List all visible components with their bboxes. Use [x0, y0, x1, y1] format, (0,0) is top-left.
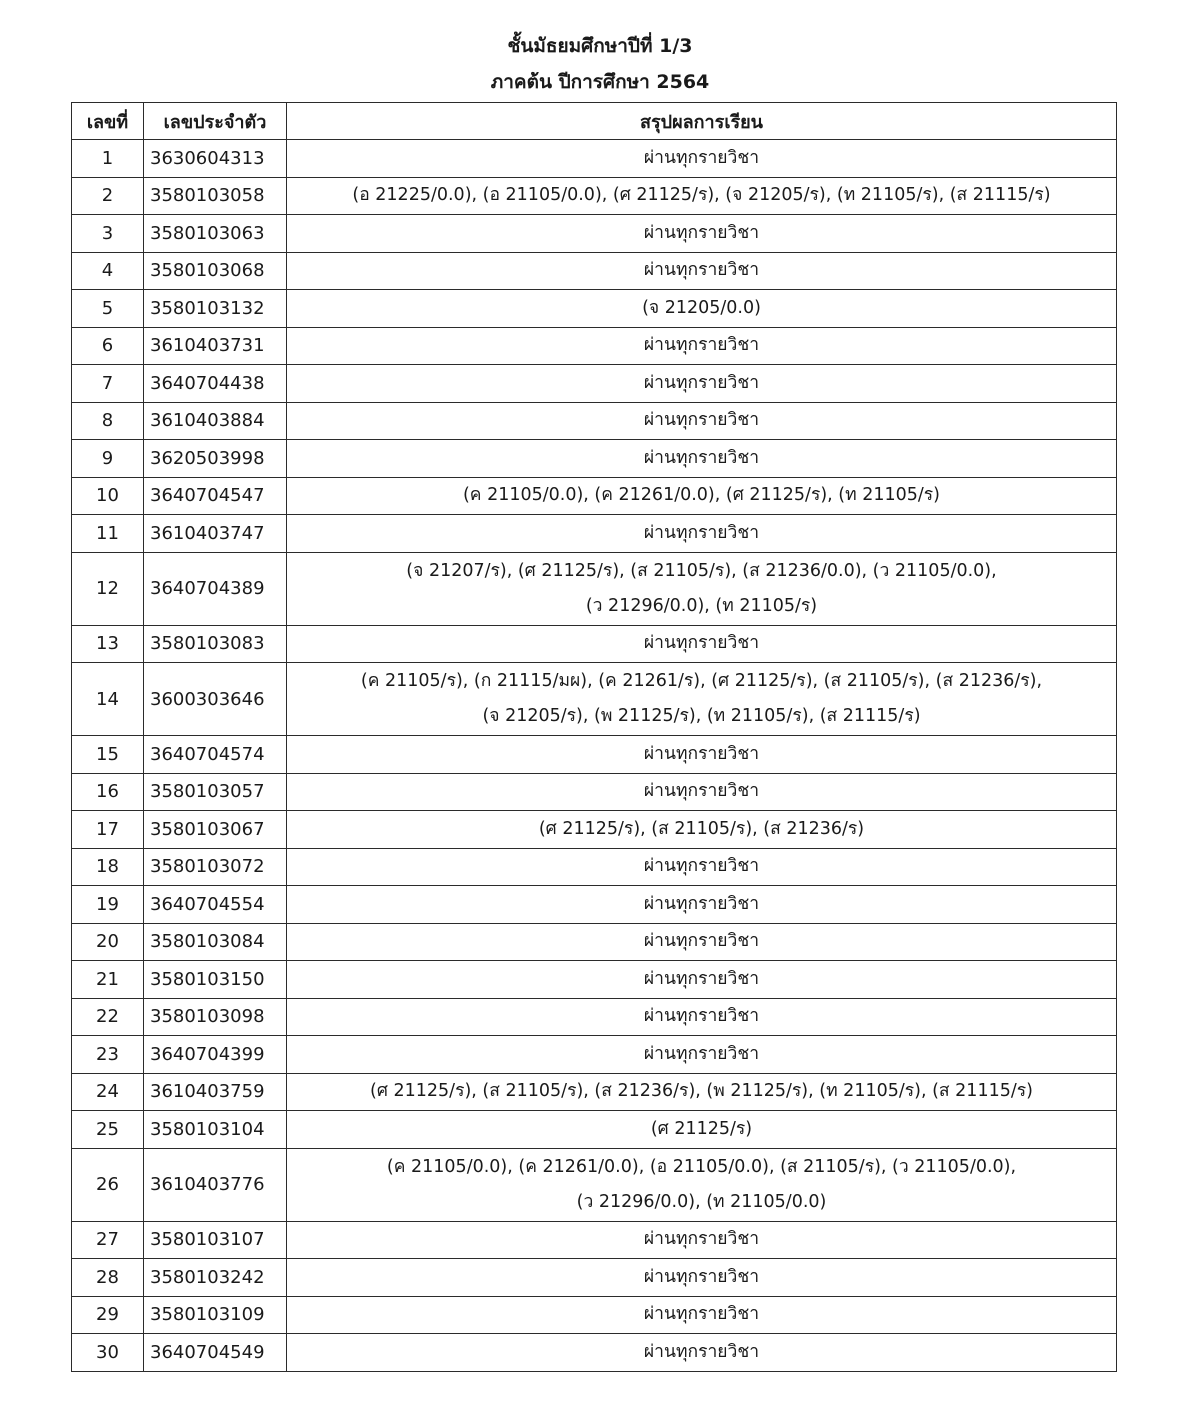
student-id: 3580103132	[144, 290, 287, 328]
row-number: 20	[72, 923, 144, 961]
summary-line: ผ่านทุกรายวิชา	[643, 147, 760, 168]
result-summary	[287, 1073, 1117, 1111]
summary-line: (ศ 21125/ร), (ส 21105/ร), (ส 21236/ร)	[538, 818, 865, 839]
table-row	[72, 1334, 1117, 1372]
term-title: ภาคต้น ปีการศึกษา 2564	[490, 71, 710, 93]
result-summary	[287, 848, 1117, 886]
table-row	[72, 961, 1117, 999]
student-id: 3580103068	[144, 252, 287, 290]
table-row	[72, 736, 1117, 774]
table-body	[72, 140, 1117, 1372]
row-number: 27	[72, 1221, 144, 1259]
student-id: 3610403747	[144, 515, 287, 553]
row-number: 24	[72, 1073, 144, 1111]
summary-line: ผ่านทุกรายวิชา	[643, 1304, 760, 1325]
result-summary	[287, 215, 1117, 253]
table-row	[72, 515, 1117, 553]
summary-line: (ค 21105/0.0), (ค 21261/0.0), (ศ 21125/ร), (ท 21105/ร)	[462, 485, 941, 506]
summary-line: (จ 21205/0.0)	[642, 297, 761, 318]
student-id: 3580103083	[144, 625, 287, 663]
result-summary	[287, 252, 1117, 290]
result-summary	[287, 140, 1117, 178]
summary-line: ผ่านทุกรายวิชา	[643, 522, 760, 543]
document-header	[0, 28, 1200, 100]
student-id: 3630604313	[144, 140, 287, 178]
row-number: 16	[72, 773, 144, 811]
table-row	[72, 848, 1117, 886]
summary-line: (ว 21296/0.0), (ท 21105/0.0)	[576, 1191, 827, 1212]
summary-line: ผ่านทุกรายวิชา	[643, 968, 760, 989]
table-header-row	[72, 103, 1117, 140]
row-number: 7	[72, 365, 144, 403]
table-row	[72, 1111, 1117, 1149]
row-number: 10	[72, 477, 144, 515]
summary-line: ผ่านทุกรายวิชา	[643, 931, 760, 952]
student-id: 3640704549	[144, 1334, 287, 1372]
summary-line: (จ 21207/ร), (ศ 21125/ร), (ส 21105/ร), (ส 21236/0.0), (ว 21105/0.0),	[406, 560, 997, 581]
row-number: 14	[72, 663, 144, 736]
row-number: 29	[72, 1296, 144, 1334]
row-number: 22	[72, 998, 144, 1036]
summary-line: ผ่านทุกรายวิชา	[643, 260, 760, 281]
result-summary	[287, 290, 1117, 328]
table-row	[72, 440, 1117, 478]
result-summary	[287, 773, 1117, 811]
table-row	[72, 625, 1117, 663]
row-number: 26	[72, 1148, 144, 1221]
summary-line: (ค 21105/0.0), (ค 21261/0.0), (อ 21105/0.0), (ส 21105/ร), (ว 21105/0.0),	[386, 1156, 1017, 1177]
table-row	[72, 252, 1117, 290]
student-id: 3610403776	[144, 1148, 287, 1221]
row-number: 17	[72, 811, 144, 849]
table-row	[72, 477, 1117, 515]
student-id: 3580103109	[144, 1296, 287, 1334]
student-id: 3640704438	[144, 365, 287, 403]
row-number: 9	[72, 440, 144, 478]
student-id: 3580103084	[144, 923, 287, 961]
table-row	[72, 1259, 1117, 1297]
result-summary	[287, 811, 1117, 849]
result-summary	[287, 1221, 1117, 1259]
table-row	[72, 140, 1117, 178]
table-row	[72, 1296, 1117, 1334]
summary-line: ผ่านทุกรายวิชา	[643, 1266, 760, 1287]
row-number: 1	[72, 140, 144, 178]
student-id: 3600303646	[144, 663, 287, 736]
summary-line: ผ่านทุกรายวิชา	[643, 856, 760, 877]
results-table	[71, 102, 1117, 1372]
student-id: 3640704389	[144, 552, 287, 625]
table-row	[72, 365, 1117, 403]
summary-line: ผ่านทุกรายวิชา	[643, 447, 760, 468]
result-summary	[287, 477, 1117, 515]
result-summary	[287, 177, 1117, 215]
summary-line: (ศ 21125/ร), (ส 21105/ร), (ส 21236/ร), (พ 21125/ร), (ท 21105/ร), (ส 21115/ร)	[370, 1081, 1033, 1102]
student-id: 3580103104	[144, 1111, 287, 1149]
summary-line: ผ่านทุกรายวิชา	[643, 372, 760, 393]
summary-line: ผ่านทุกรายวิชา	[643, 1229, 760, 1250]
table-row	[72, 998, 1117, 1036]
student-id: 3580103150	[144, 961, 287, 999]
result-summary	[287, 1334, 1117, 1372]
student-id: 3640704554	[144, 886, 287, 924]
student-id: 3580103057	[144, 773, 287, 811]
result-summary	[287, 961, 1117, 999]
table-row	[72, 1148, 1117, 1221]
student-id: 3580103067	[144, 811, 287, 849]
summary-line: (อ 21225/0.0), (อ 21105/0.0), (ศ 21125/ร), (จ 21205/ร), (ท 21105/ร), (ส 21115/ร)	[352, 185, 1051, 206]
result-summary	[287, 327, 1117, 365]
row-number: 5	[72, 290, 144, 328]
summary-line: ผ่านทุกรายวิชา	[643, 1341, 760, 1362]
table-row	[72, 1221, 1117, 1259]
student-id: 3580103072	[144, 848, 287, 886]
result-summary	[287, 1259, 1117, 1297]
summary-line: (ค 21105/ร), (ก 21115/มผ), (ค 21261/ร), (ศ 21125/ร), (ส 21105/ร), (ส 21236/ร),	[360, 671, 1043, 691]
result-summary	[287, 886, 1117, 924]
row-number: 2	[72, 177, 144, 215]
result-summary	[287, 998, 1117, 1036]
summary-line: ผ่านทุกรายวิชา	[643, 335, 760, 356]
result-summary	[287, 736, 1117, 774]
table-row	[72, 552, 1117, 625]
column-header-student-id: เลขประจำตัว	[144, 103, 287, 140]
row-number: 21	[72, 961, 144, 999]
result-summary	[287, 1036, 1117, 1074]
result-summary	[287, 440, 1117, 478]
summary-line: ผ่านทุกรายวิชา	[643, 410, 760, 431]
result-summary	[287, 365, 1117, 403]
summary-line: (ศ 21125/ร)	[650, 1118, 753, 1139]
student-id: 3610403884	[144, 402, 287, 440]
column-header-summary: สรุปผลการเรียน	[287, 103, 1117, 140]
row-number: 18	[72, 848, 144, 886]
row-number: 15	[72, 736, 144, 774]
row-number: 13	[72, 625, 144, 663]
column-header-number: เลขที่	[72, 103, 144, 140]
summary-line: ผ่านทุกรายวิชา	[643, 781, 760, 802]
student-id: 3640704547	[144, 477, 287, 515]
row-number: 3	[72, 215, 144, 253]
table-row	[72, 327, 1117, 365]
student-id: 3610403731	[144, 327, 287, 365]
student-id: 3620503998	[144, 440, 287, 478]
result-summary	[287, 515, 1117, 553]
row-number: 4	[72, 252, 144, 290]
row-number: 8	[72, 402, 144, 440]
class-title: ชั้นมัธยมศึกษาปีที่ 1/3	[507, 35, 693, 57]
table-row	[72, 290, 1117, 328]
table-row	[72, 663, 1117, 736]
student-id: 3640704399	[144, 1036, 287, 1074]
result-summary	[287, 663, 1117, 736]
summary-line: (ว 21296/0.0), (ท 21105/ร)	[585, 595, 818, 616]
table-row	[72, 177, 1117, 215]
row-number: 30	[72, 1334, 144, 1372]
summary-line: ผ่านทุกรายวิชา	[643, 1043, 760, 1064]
row-number: 6	[72, 327, 144, 365]
table-row	[72, 923, 1117, 961]
table-row	[72, 1073, 1117, 1111]
summary-line: ผ่านทุกรายวิชา	[643, 222, 760, 243]
student-id: 3610403759	[144, 1073, 287, 1111]
table-row	[72, 886, 1117, 924]
summary-line: ผ่านทุกรายวิชา	[643, 743, 760, 764]
student-id: 3580103098	[144, 998, 287, 1036]
table-row	[72, 402, 1117, 440]
row-number: 12	[72, 552, 144, 625]
table-row	[72, 773, 1117, 811]
row-number: 28	[72, 1259, 144, 1297]
student-id: 3640704574	[144, 736, 287, 774]
table-row	[72, 1036, 1117, 1074]
summary-line: ผ่านทุกรายวิชา	[643, 633, 760, 654]
row-number: 23	[72, 1036, 144, 1074]
result-summary	[287, 923, 1117, 961]
result-summary	[287, 1296, 1117, 1334]
table-row	[72, 215, 1117, 253]
result-summary	[287, 1111, 1117, 1149]
row-number: 19	[72, 886, 144, 924]
result-summary	[287, 402, 1117, 440]
result-summary	[287, 625, 1117, 663]
row-number: 11	[72, 515, 144, 553]
summary-line: ผ่านทุกรายวิชา	[643, 893, 760, 914]
student-id: 3580103063	[144, 215, 287, 253]
student-id: 3580103107	[144, 1221, 287, 1259]
result-summary	[287, 1148, 1117, 1221]
student-id: 3580103242	[144, 1259, 287, 1297]
result-summary	[287, 552, 1117, 625]
row-number: 25	[72, 1111, 144, 1149]
table-row	[72, 811, 1117, 849]
summary-line: (จ 21205/ร), (พ 21125/ร), (ท 21105/ร), (ส 21115/ร)	[482, 706, 921, 726]
summary-line: ผ่านทุกรายวิชา	[643, 1006, 760, 1027]
student-id: 3580103058	[144, 177, 287, 215]
